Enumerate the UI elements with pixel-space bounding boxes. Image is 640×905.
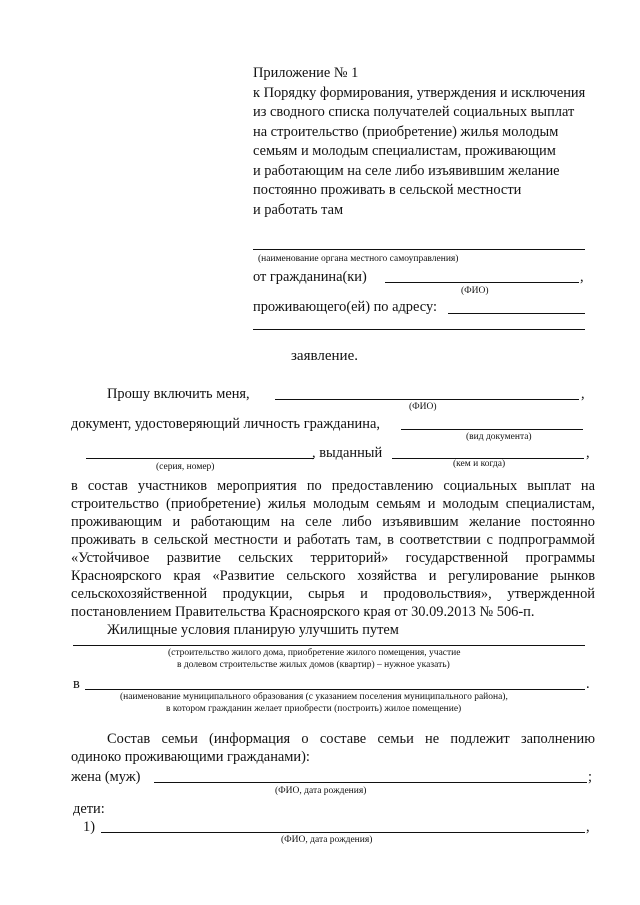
appendix-line: к Порядку формирования, утверждения и исключения [253,84,586,101]
id-document-type-field[interactable] [401,429,583,430]
spouse-caption: (ФИО, дата рождения) [275,786,367,796]
paragraph-line: в состав участников мероприятия по предоставлению социальных выплат на [71,478,595,494]
citizen-fio-comma: , [580,269,584,285]
municipality-caption: в котором гражданин желает приобрести (построить) жилое помещение) [166,704,462,714]
from-citizen-label: от гражданина(ки) [253,269,367,285]
paragraph-line: «Устойчивое развитие сельских территорий» государственной программы [71,550,595,566]
address-label: проживающего(ей) по адресу: [253,299,437,315]
org-name-caption: (наименование органа местного самоуправления) [258,254,459,264]
children-label: дети: [73,801,105,817]
request-label: Прошу включить меня, [107,386,250,402]
child-1-field[interactable] [101,832,585,833]
housing-method-field[interactable] [73,645,585,646]
paragraph-line: Красноярского края «Развитие сельского хозяйства и регулирование рынков [71,568,595,584]
paragraph-last-line: постановлением Правительства Красноярского края от 30.09.2013 № 506-п. [71,604,535,620]
address-field-2[interactable] [253,329,585,330]
appendix-line: и работать там [253,201,344,218]
id-series-number-field[interactable] [86,458,314,459]
citizen-fio-caption: (ФИО) [461,286,489,296]
appendix-line: постоянно проживать в сельской местности [253,182,522,198]
id-document-type-caption: (вид документа) [466,432,532,442]
org-name-field[interactable] [253,249,585,250]
applicant-fio-comma: , [581,386,585,402]
municipality-caption: (наименование муниципального образования (с указанием поселения муниципального района), [120,692,508,702]
applicant-fio-field[interactable] [275,399,579,400]
issued-by-comma: , [586,445,590,461]
municipality-dot: . [586,676,590,692]
in-label: в [73,676,80,692]
citizen-fio-field[interactable] [385,282,579,283]
appendix-line: Приложение № 1 [253,65,359,81]
paragraph-line: проживать в сельской местности и работать там, в соответствии с подпрограммой [71,532,595,548]
family-intro: одиноко проживающими гражданами): [71,749,310,765]
child-1-label: 1) [83,819,95,835]
issued-by-label: , выданный [312,445,383,461]
paragraph-line: строительство (приобретение) жилья молодым семьям и молодым специалистам, [71,496,595,512]
applicant-fio-caption: (ФИО) [409,402,437,412]
housing-method-caption: (строительство жилого дома, приобретение жилого помещения, участие [168,648,461,658]
appendix-line: семьям и молодым специалистам, проживающим [253,143,556,159]
family-intro: Состав семьи (информация о составе семьи не подлежит заполнению [107,731,595,747]
appendix-line: из сводного списка получателей социальных выплат [253,104,575,120]
spouse-semicolon: ; [588,769,592,785]
paragraph-line: проживающим и работающим на селе либо изъявившим желание постоянно [71,514,595,530]
id-issuer-caption: (кем и когда) [453,459,506,469]
paragraph-line: сельскохозяйственной продукции, сырья и продовольствия», утвержденной [71,586,595,602]
address-field-1[interactable] [448,313,585,314]
spouse-label: жена (муж) [71,769,141,785]
document-title: заявление. [291,348,358,364]
housing-method-caption: в долевом строительстве жилых домов (квартир) – нужное указать) [177,660,450,670]
id-series-number-caption: (серия, номер) [156,462,215,472]
housing-improvement-label: Жилищные условия планирую улучшить путем [107,622,399,638]
child-1-caption: (ФИО, дата рождения) [281,835,373,845]
municipality-field[interactable] [85,689,585,690]
id-document-label: документ, удостоверяющий личность гражданина, [71,416,380,432]
appendix-block [253,64,585,220]
appendix-line: на строительство (приобретение) жилья молодым [253,123,559,140]
spouse-field[interactable] [154,782,587,783]
appendix-line: и работающим на селе либо изъявившим желание [253,162,560,179]
child-1-comma: , [586,819,590,835]
